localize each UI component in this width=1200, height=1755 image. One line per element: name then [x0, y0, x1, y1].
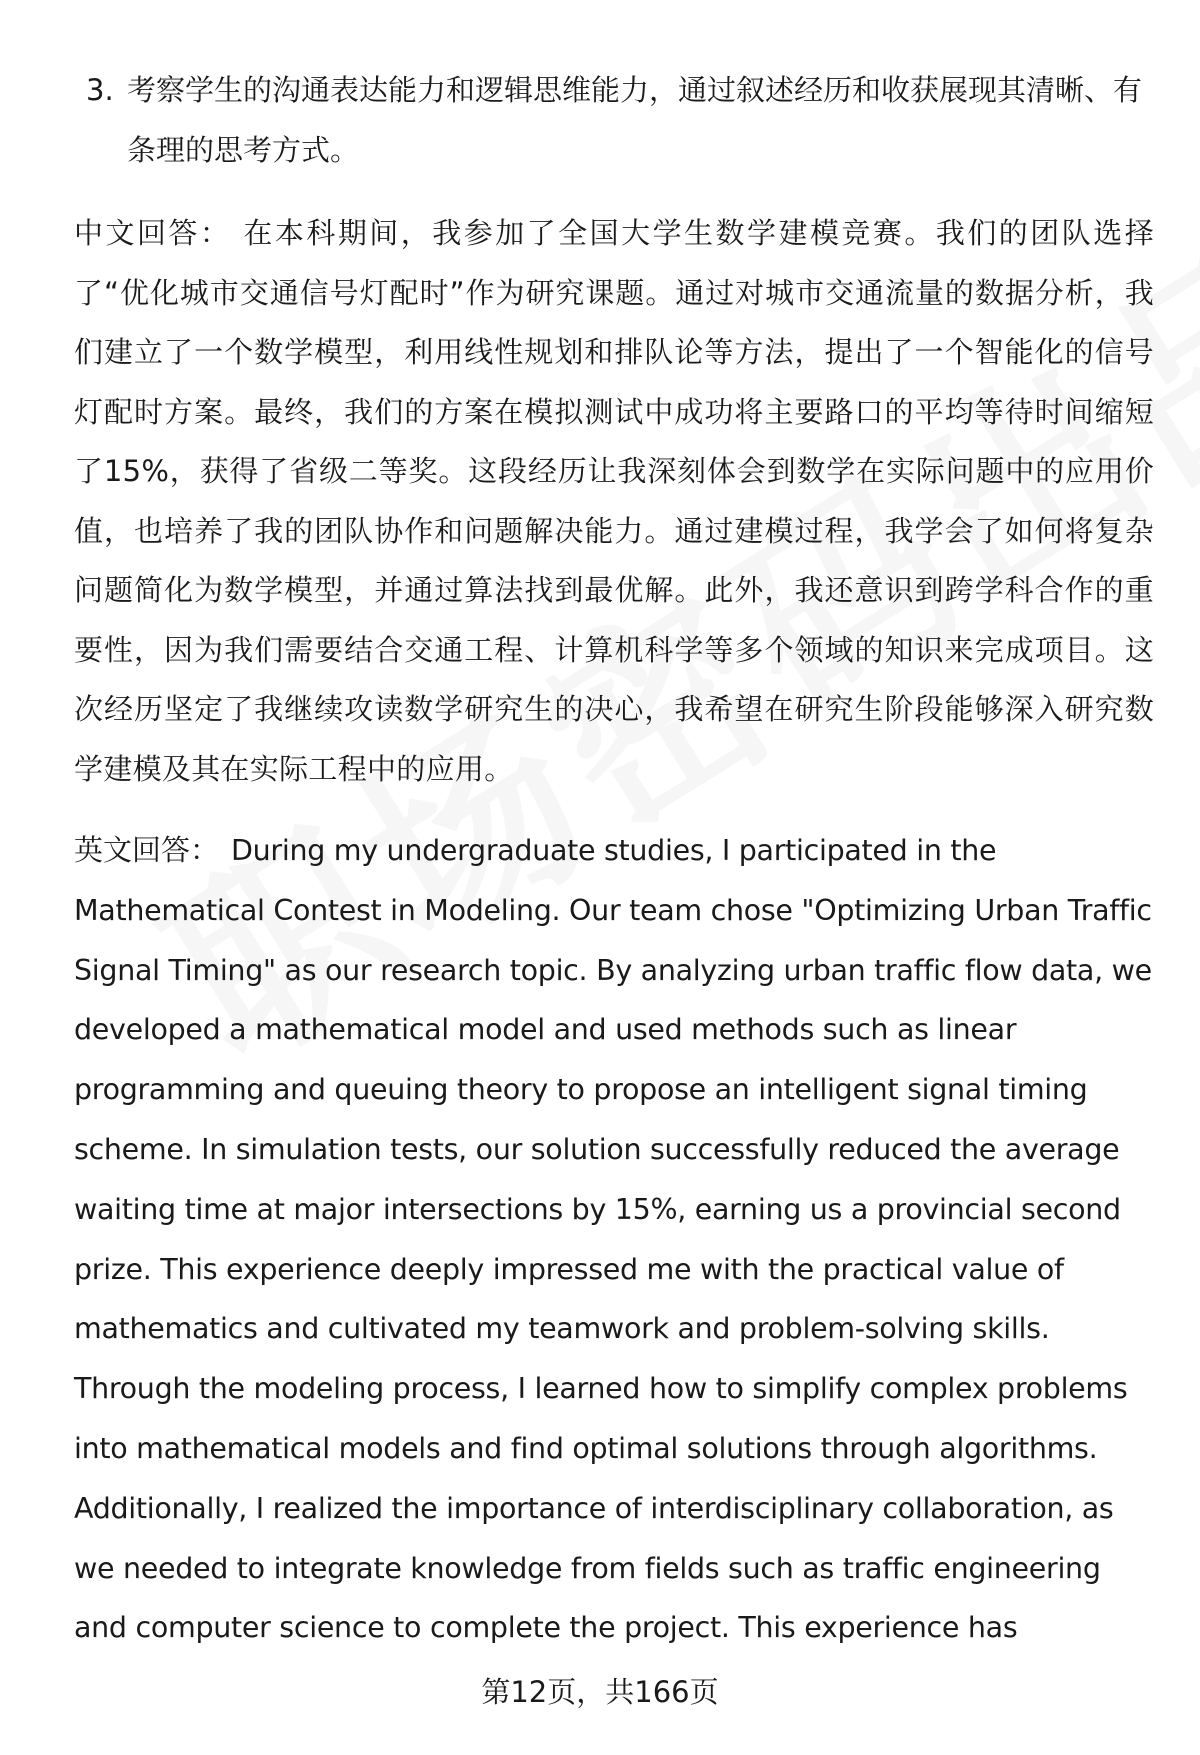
- list-item-text: 考察学生的沟通表达能力和逻辑思维能力，通过叙述经历和收获展现其清晰、有条理的思考方式。: [127, 73, 1143, 167]
- chinese-answer-paragraph: [74, 204, 1154, 799]
- page-content: [74, 60, 1154, 1658]
- english-answer-paragraph: [74, 821, 1154, 1658]
- page-footer: [0, 1672, 1200, 1712]
- list-item-number: 3.: [86, 73, 114, 107]
- page-number: 第12页，共166页: [481, 1675, 719, 1709]
- english-answer-label: 英文回答：: [74, 833, 220, 867]
- chinese-answer-label: 中文回答：: [74, 216, 232, 250]
- chinese-answer-text: 在本科期间，我参加了全国大学生数学建模竞赛。我们的团队选择了“优化城市交通信号灯配时”作为研究课题。通过对城市交通流量的数据分析，我们建立了一个数学模型，利用线性规划和排队论等方法，提出了一个智能化的信号灯配时方案。最终，我们的方案在模拟测试中成功将主要路口的平均等待时间缩短了15%，获得了省级二等奖。这段经历让我深刻体会到数学在实际问题中的应用价值，也培养了我的团队协作和问题解决能力。通过建模过程，我学会了如何将复杂问题简化为数学模型，并通过算法找到最优解。此外，我还意识到跨学科合作的重要性，因为我们需要结合交通工程、计算机科学等多个领域的知识来完成项目。这次经历坚定了我继续攻读数学研究生的决心，我希望在研究生阶段能够深入研究数学建模及其在实际工程中的应用。: [74, 216, 1154, 786]
- list-item-3: [74, 60, 1154, 180]
- english-answer-text: During my undergraduate studies, I participated in the Mathematical Contest in Modeling. Our team chose "Optimizing Urban Traffic Signal Timing" as our research topic. By analyzing urban traffic flow data, we developed a mathematical model and used methods such as linear programming and queuing theory to propose an intelligent signal timing scheme. In simulation tests, our solution successfully reduced the average waiting time at major intersections by 15%, earning us a provincial second prize. This experience deeply impressed me with the practical value of mathematics and cultivated my teamwork and problem-solving skills. Through the modeling process, I learned how to simplify complex problems into mathematical models and find optimal solutions through algorithms. Additionally, I realized the importance of interdisciplinary collaboration, as we needed to integrate knowledge from fields such as traffic engineering and computer science to complete the project. This experience has: [74, 834, 1152, 1645]
